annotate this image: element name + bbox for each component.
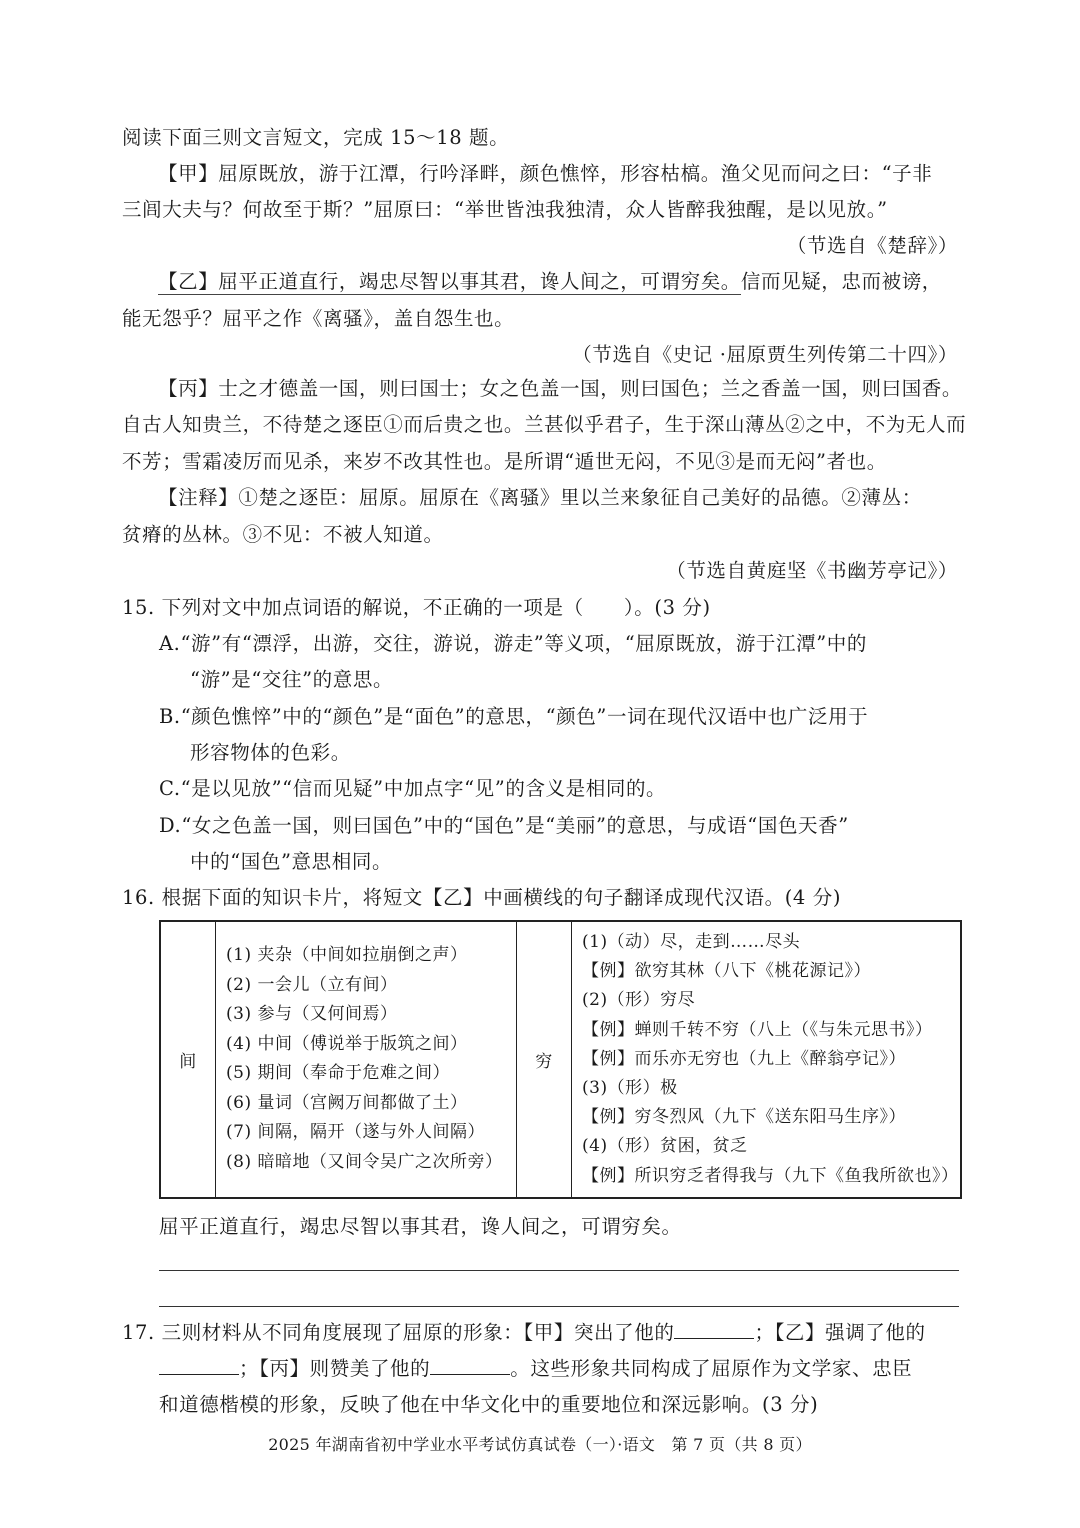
card-head-qiong: 穷 (517, 921, 572, 1198)
card-jian-item: (7) 间隔，隔开（遂与外人间隔） (226, 1122, 485, 1143)
answer-line-1[interactable] (159, 1270, 959, 1271)
question-15-option-a-line-2: “游”是“交往”的意思。 (190, 668, 394, 691)
passage-jia-line-1: 【甲】屈原既放，游于江潭，行吟泽畔，颜色憔悴，形容枯槁。渔父见而问之曰：“子非 (158, 162, 933, 185)
question-17-text-b: ；【乙】强调了他的 (754, 1321, 926, 1344)
passage-yi-line-2: 能无怨乎？屈平之作《离骚》，盖自怨生也。 (122, 307, 515, 330)
question-15-option-b-line-1: B.“颜色憔悴”中的“颜色”是“面色”的意思，“颜色”一词在现代汉语中也广泛用于 (159, 705, 869, 728)
answer-blank-bing[interactable] (430, 1354, 510, 1375)
passage-bing-line-2: 自古人知贵兰，不待楚之逐臣①而后贵之也。兰甚似乎君子，生于深山薄丛②之中，不为无人而 (122, 413, 967, 436)
question-17-line-2 (159, 1354, 912, 1383)
question-16-stem: 16. 根据下面的知识卡片，将短文【乙】中画横线的句子翻译成现代汉语。(4 分) (122, 886, 842, 909)
question-15-option-d-line-2: 中的“国色”意思相同。 (190, 850, 393, 873)
card-jian-item: (5) 期间（奉命于危难之间） (226, 1063, 450, 1084)
answer-blank-yi[interactable] (159, 1354, 239, 1375)
question-15-option-b-line-2: 形容物体的色彩。 (190, 741, 351, 764)
card-jian-meanings (216, 921, 517, 1198)
card-head-jian: 间 (160, 921, 216, 1198)
card-qiong-item: (4)（形）贫困，贫乏 (582, 1136, 748, 1157)
question-15-stem: 15. 下列对文中加点词语的解说，不正确的一项是（ ）。(3 分) (122, 596, 711, 619)
passage-jia-source: （节选自《楚辞》） (786, 234, 958, 257)
card-qiong-item: (2)（形）穷尽 (582, 990, 696, 1011)
card-qiong-meanings (572, 921, 962, 1198)
card-qiong-item: 【例】欲穷其林（八下《桃花源记》） (582, 961, 871, 982)
card-qiong-item: (3)（形）极 (582, 1078, 678, 1099)
question-17-text-c: ；【丙】则赞美了他的 (239, 1357, 431, 1380)
passage-yi-line-1-rest: 信而见疑，忠而被谤， (740, 270, 942, 293)
page-footer: 2025 年湖南省初中学业水平考试仿真试卷（一）·语文 第 7 页（共 8 页） (268, 1435, 812, 1454)
card-qiong-item: 【例】而乐亦无穷也（九上《醉翁亭记》） (582, 1048, 906, 1069)
passage-bing-source: （节选自黄庭坚《书幽芳亭记》） (666, 559, 958, 582)
passage-yi-line-1 (158, 268, 942, 296)
question-15-option-a-line-1: A.“游”有“漂浮，出游，交往，游说，游走”等义项，“屈原既放，游于江潭”中的 (159, 632, 867, 655)
annotation-line-1: 【注释】①楚之逐臣：屈原。屈原在《离骚》里以兰来象征自己美好的品德。②薄丛： (158, 486, 922, 509)
question-15-option-c: C.“是以见放”“信而见疑”中加点字“见”的含义是相同的。 (159, 777, 667, 800)
card-qiong-item: 【例】穷冬烈风（九下《送东阳马生序》） (582, 1107, 906, 1128)
question-16-sentence: 屈平正道直行，竭忠尽智以事其君，谗人间之，可谓穷矣。 (159, 1215, 682, 1238)
passage-bing-line-3: 不芳；雪霜凌厉而见杀，来岁不改其性也。是所谓“遁世无闷，不见③是而无闷”者也。 (122, 450, 887, 473)
question-17-text-d: 。这些形象共同构成了屈原作为文学家、忠臣 (510, 1357, 913, 1380)
passage-jia-line-2: 三闾大夫与？何故至于斯？”屈原曰：“举世皆浊我独清，众人皆醉我独醒，是以见放。” (122, 198, 888, 221)
annotation-line-2: 贫瘠的丛林。③不见：不被人知道。 (122, 523, 444, 546)
passage-yi-source: （节选自《史记 ·屈原贾生列传第二十四》） (572, 343, 958, 366)
reading-intro: 阅读下面三则文言短文，完成 15～18 题。 (122, 126, 510, 149)
card-jian-item: (3) 参与（又何间焉） (226, 1004, 398, 1025)
card-qiong-item: 【例】所识穷乏者得我与（九下《鱼我所欲也》） (582, 1165, 959, 1186)
card-jian-item: (2) 一会儿（立有间） (226, 974, 398, 995)
card-qiong-item: (1)（动）尽，走到……尽头 (582, 932, 801, 952)
card-jian-item: (1) 夹杂（中间如拉崩倒之声） (226, 945, 468, 966)
answer-blank-jia[interactable] (674, 1318, 754, 1339)
passage-yi-underlined-sentence: 【乙】屈平正道直行，竭忠尽智以事其君，谗人间之，可谓穷矣。 (158, 270, 741, 293)
passage-bing-line-1: 【丙】士之才德盖一国，则曰国士；女之色盖一国，则曰国色；兰之香盖一国，则曰国香。 (158, 377, 963, 400)
question-17-line-1 (122, 1318, 926, 1347)
question-17-text-a: 17. 三则材料从不同角度展现了屈原的形象：【甲】突出了他的 (122, 1321, 675, 1344)
answer-line-2[interactable] (159, 1306, 959, 1307)
knowledge-card (159, 920, 962, 1199)
card-jian-item: (8) 暗暗地（又间令吴广之次所旁） (226, 1151, 503, 1172)
card-jian-item: (6) 量词（宫阙万间都做了土） (226, 1092, 468, 1113)
question-17-line-3: 和道德楷模的形象，反映了他在中华文化中的重要地位和深远影响。(3 分) (159, 1393, 819, 1416)
question-15-option-d-line-1: D.“女之色盖一国，则曰国色”中的“国色”是“美丽”的意思，与成语“国色天香” (159, 814, 849, 837)
card-jian-item: (4) 中间（傅说举于版筑之间） (226, 1033, 468, 1054)
card-qiong-item: 【例】蝉则千转不穷（八上（《与朱元思书》） (582, 1019, 933, 1040)
